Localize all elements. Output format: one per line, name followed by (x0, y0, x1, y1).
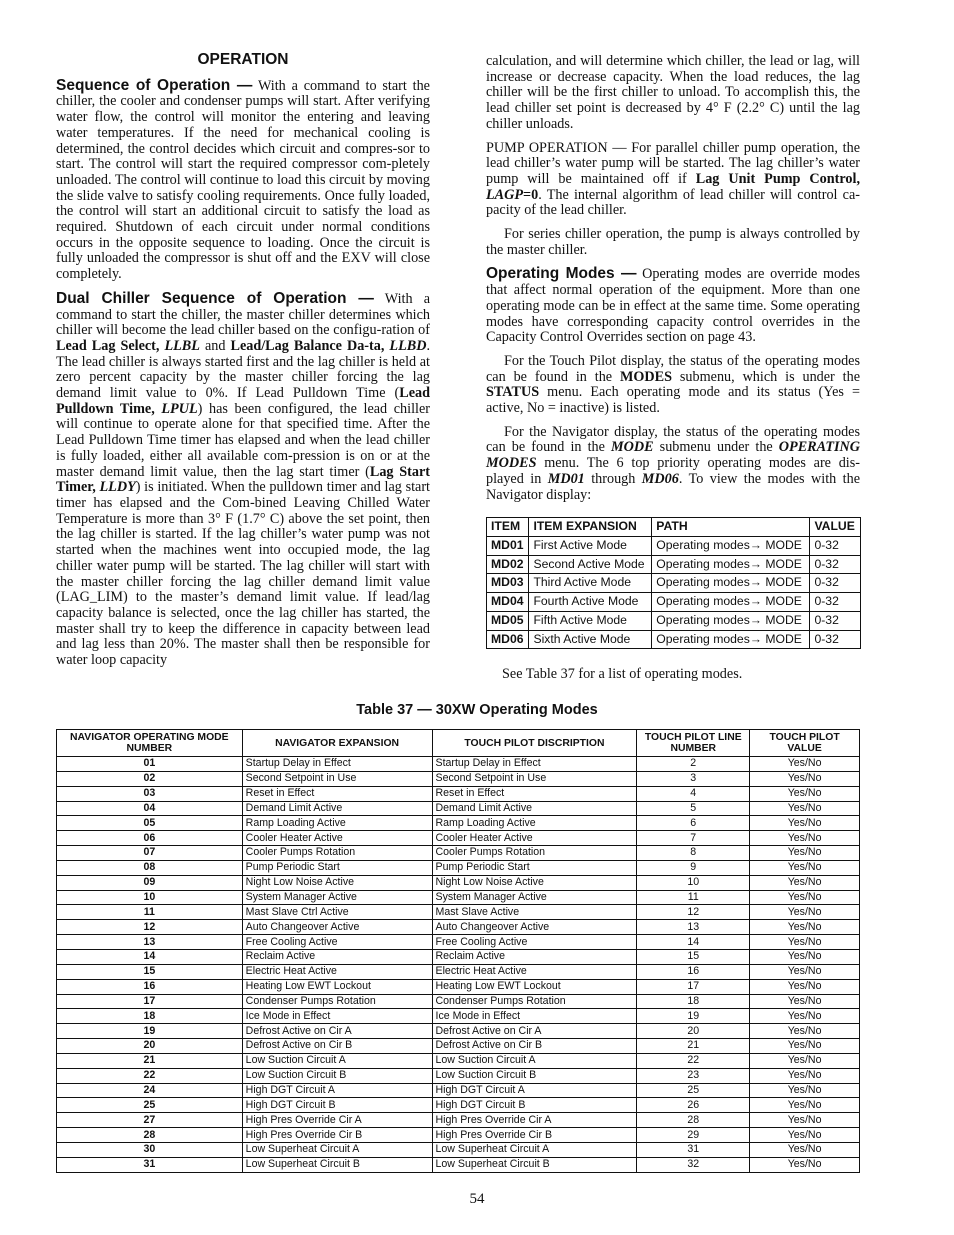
table-row (57, 1083, 860, 1098)
table-cell: Mast Slave Ctrl Active (242, 905, 432, 920)
table-cell: Pump Periodic Start (432, 860, 637, 875)
table-cell: Ramp Loading Active (242, 816, 432, 831)
table-row (57, 1068, 860, 1083)
table-row (57, 846, 860, 861)
table-cell: 20 (637, 1024, 750, 1039)
table-cell: High Pres Override Cir B (432, 1128, 637, 1143)
table-cell: Low Suction Circuit A (242, 1053, 432, 1068)
table-row (57, 860, 860, 875)
table-row (487, 574, 861, 593)
table-cell: 22 (57, 1068, 243, 1083)
table-37 (56, 729, 860, 1173)
table-cell: Low Superheat Circuit A (432, 1142, 637, 1157)
table-cell: MD06 (487, 630, 529, 649)
touch-pilot-paragraph: For the Touch Pilot display, the status of the operating modes can be found in the MODES submenu, which is under the STATUS menu. Each operating mode and its status (Yes = active, No = inactive) is listed. (486, 352, 860, 417)
operating-modes-heading: Operating Modes — (486, 265, 637, 283)
dual-chiller-heading: Dual Chiller Sequence of Operation — (56, 289, 374, 307)
table-cell: Yes/No (750, 875, 860, 890)
table-cell: Yes/No (750, 831, 860, 846)
table-cell: Yes/No (750, 860, 860, 875)
table-cell: Operating modes→ MODE (652, 574, 810, 593)
table-cell: 17 (57, 994, 243, 1009)
continuation-paragraph: calculation, and will determine which chiller, the lead or lag, will increase or decrease capacity. When the load reduces, the lag chiller will be the first chiller to unload. To accomplish this, the lead chiller set point is decreased by 4° F (2.2° C) until the lag chiller unloads. (486, 53, 860, 132)
table-cell: Yes/No (750, 994, 860, 1009)
table-cell: Yes/No (750, 964, 860, 979)
table-row (487, 536, 861, 555)
table-row (57, 801, 860, 816)
table-row (57, 920, 860, 935)
right-column (486, 54, 860, 697)
series-paragraph: For series chiller operation, the pump is always controlled by the master chiller. (486, 226, 860, 258)
table-cell: Defrost Active on Cir B (242, 1039, 432, 1054)
table-row (57, 994, 860, 1009)
table-cell: 04 (57, 801, 243, 816)
table-cell: Yes/No (750, 1039, 860, 1054)
table-cell: 30 (57, 1142, 243, 1157)
table-cell: 16 (57, 979, 243, 994)
table-cell: 3 (637, 771, 750, 786)
table-row (57, 905, 860, 920)
table-cell: Defrost Active on Cir A (432, 1024, 637, 1039)
table-cell: 23 (637, 1068, 750, 1083)
table-cell: 4 (637, 786, 750, 801)
table-cell: 24 (57, 1083, 243, 1098)
table-cell: Heating Low EWT Lockout (432, 979, 637, 994)
table-cell: 8 (637, 846, 750, 861)
table-row (57, 831, 860, 846)
operating-modes-table (486, 517, 861, 649)
table-cell: Demand Limit Active (242, 801, 432, 816)
table-row (57, 757, 860, 772)
table-cell: Cooler Heater Active (432, 831, 637, 846)
table-header-row (57, 730, 860, 757)
table-cell: 0-32 (810, 574, 861, 593)
table-cell: High DGT Circuit B (242, 1098, 432, 1113)
table-row (57, 1098, 860, 1113)
table-cell: 6 (637, 816, 750, 831)
table-cell: Startup Delay in Effect (432, 757, 637, 772)
table-cell: 21 (637, 1039, 750, 1054)
table-cell: MD02 (487, 555, 529, 574)
table-cell: Yes/No (750, 816, 860, 831)
table-cell: 25 (57, 1098, 243, 1113)
table-cell: Yes/No (750, 757, 860, 772)
table-cell: Yes/No (750, 890, 860, 905)
table-cell: 21 (57, 1053, 243, 1068)
table-cell: Yes/No (750, 1098, 860, 1113)
table-cell: Low Superheat Circuit B (432, 1157, 637, 1172)
table-row (487, 593, 861, 612)
table-row (57, 1113, 860, 1128)
table-cell: MD05 (487, 611, 529, 630)
table-header: ITEM (487, 518, 529, 537)
table-header-row (487, 518, 861, 537)
table-cell: Reset in Effect (242, 786, 432, 801)
table-cell: 0-32 (810, 593, 861, 612)
table-cell: 29 (637, 1128, 750, 1143)
table-cell: 13 (57, 935, 243, 950)
table-cell: 14 (637, 935, 750, 950)
table-cell: Startup Delay in Effect (242, 757, 432, 772)
table-cell: Third Active Mode (529, 574, 652, 593)
table-cell: Fourth Active Mode (529, 593, 652, 612)
table-cell: 27 (57, 1113, 243, 1128)
table-cell: 15 (637, 949, 750, 964)
operating-modes-paragraph: Operating Modes — Operating modes are override modes that affect normal operation of the equipment. More than one operating mode can be in effect at the same time. Some operating modes have corresponding capacity control overrides in the Capacity Control Overrides section on page 43. (486, 265, 861, 346)
table-header: VALUE (810, 518, 861, 537)
table-cell: Yes/No (750, 771, 860, 786)
table-cell: Yes/No (750, 935, 860, 950)
table-cell: 26 (637, 1098, 750, 1113)
table-cell: Defrost Active on Cir A (242, 1024, 432, 1039)
table-cell: Low Suction Circuit A (432, 1053, 637, 1068)
table-cell: Sixth Active Mode (529, 630, 652, 649)
table-cell: Low Suction Circuit B (242, 1068, 432, 1083)
table-cell: 13 (637, 920, 750, 935)
table-cell: 03 (57, 786, 243, 801)
table-cell: 22 (637, 1053, 750, 1068)
table-cell: Yes/No (750, 1009, 860, 1024)
table-cell: High Pres Override Cir A (432, 1113, 637, 1128)
table-cell: 12 (57, 920, 243, 935)
table-cell: 11 (57, 905, 243, 920)
table-row (57, 949, 860, 964)
table-cell: 15 (57, 964, 243, 979)
table-row (57, 1128, 860, 1143)
table-cell: 28 (57, 1128, 243, 1143)
table-cell: 19 (57, 1024, 243, 1039)
table-cell: Yes/No (750, 1068, 860, 1083)
table-cell: 0-32 (810, 536, 861, 555)
table-header: NAVIGATOR OPERATING MODE NUMBER (57, 730, 243, 757)
table-cell: Yes/No (750, 1053, 860, 1068)
left-column (56, 52, 430, 677)
table-cell: Reclaim Active (242, 949, 432, 964)
table-cell: MD01 (487, 536, 529, 555)
table-cell: Electric Heat Active (432, 964, 637, 979)
table-cell: Condenser Pumps Rotation (432, 994, 637, 1009)
sequence-heading: Sequence of Operation — (56, 76, 253, 94)
table-row (57, 935, 860, 950)
table-row (57, 875, 860, 890)
table-cell: High Pres Override Cir A (242, 1113, 432, 1128)
table-cell: 31 (57, 1157, 243, 1172)
table-cell: Yes/No (750, 949, 860, 964)
table-cell: Condenser Pumps Rotation (242, 994, 432, 1009)
table-cell: MD03 (487, 574, 529, 593)
table-cell: 05 (57, 816, 243, 831)
table-cell: 9 (637, 860, 750, 875)
table-cell: 7 (637, 831, 750, 846)
table-cell: High DGT Circuit A (432, 1083, 637, 1098)
table-cell: Yes/No (750, 1083, 860, 1098)
table-cell: Fifth Active Mode (529, 611, 652, 630)
table-cell: Yes/No (750, 801, 860, 816)
table-cell: 19 (637, 1009, 750, 1024)
table-cell: MD04 (487, 593, 529, 612)
table-cell: Cooler Pumps Rotation (432, 846, 637, 861)
table-row (487, 630, 861, 649)
table-cell: 07 (57, 846, 243, 861)
table-cell: Free Cooling Active (242, 935, 432, 950)
table-row (57, 964, 860, 979)
table-cell: Auto Changeover Active (432, 920, 637, 935)
table-header: TOUCH PILOT LINE NUMBER (637, 730, 750, 757)
table-cell: Pump Periodic Start (242, 860, 432, 875)
table-cell: 16 (637, 964, 750, 979)
table-cell: 18 (57, 1009, 243, 1024)
table-row (57, 1009, 860, 1024)
table-cell: 5 (637, 801, 750, 816)
table-cell: 01 (57, 757, 243, 772)
table-cell: Yes/No (750, 1024, 860, 1039)
table-row (57, 786, 860, 801)
table-cell: Defrost Active on Cir B (432, 1039, 637, 1054)
table-cell: Operating modes→ MODE (652, 536, 810, 555)
table-cell: Ice Mode in Effect (432, 1009, 637, 1024)
table-cell: Yes/No (750, 846, 860, 861)
table-cell: 20 (57, 1039, 243, 1054)
table-header: NAVIGATOR EXPANSION (242, 730, 432, 757)
table-cell: Yes/No (750, 1113, 860, 1128)
table-cell: Reset in Effect (432, 786, 637, 801)
table-cell: Night Low Noise Active (432, 875, 637, 890)
dual-chiller-paragraph: Dual Chiller Sequence of Operation — With a command to start the chiller, the master chiller determines which chiller will become the lead chiller based on the configu-ration of Lead Lag Select, LLBL and Lead/Lag Balance Da-ta, LLBD. The lead chiller is always started first and the lag chiller is held at zero percent capacity by the master chiller forcing the lag demand limit value to 0%. If Lead Pulldown Time (Lead Pulldown Time, LPUL) has been configured, the lead chiller will continue to operate alone for that specified time. After the Lead Pulldown Time timer has elapsed and when the lead chiller is fully loaded, either all available com-pression is on or at the master demand limit value, then the lag start timer (Lag Start Timer, LLDY) is initiated. When the pulldown timer and lag start timer has elapsed and the Com-bined Leaving Chilled Water Temperature is more than 3° F (1.7° C) above the set point, then the lag chiller is started. If the lag chiller’s water pump was not started when the machines went into occupied mode, the lag chiller water pump will be started. The lag chiller will start with the master chiller forcing the lag chiller demand limit value (LAG_LIM) to the master’s demand limit value. If lead/lag capacity balance is selected, once the lag chiller has started, the master shall try to keep the difference in capacity between lead and lag less than 20%. The master shall then be responsible for water loop capacity (56, 289, 431, 669)
table-cell: 18 (637, 994, 750, 1009)
table-cell: 06 (57, 831, 243, 846)
table-cell: Operating modes→ MODE (652, 630, 810, 649)
page-number: 54 (469, 1191, 485, 1207)
table-header: ITEM EXPANSION (529, 518, 652, 537)
table-row (487, 611, 861, 630)
table-cell: 09 (57, 875, 243, 890)
table-cell: Operating modes→ MODE (652, 611, 810, 630)
table-cell: Yes/No (750, 1157, 860, 1172)
table-row (57, 771, 860, 786)
table-row (57, 979, 860, 994)
table-cell: 0-32 (810, 555, 861, 574)
table-cell: Cooler Heater Active (242, 831, 432, 846)
section-title: OPERATION (197, 51, 289, 68)
table-header: TOUCH PILOT DISCRIPTION (432, 730, 637, 757)
table-cell: Low Superheat Circuit B (242, 1157, 432, 1172)
sequence-paragraph: Sequence of Operation — With a command to start the chiller, the cooler and condenser pumps will start. After verifying water flow, the control will monitor the entering and leaving water temperatures. If the need for mechanical cooling is determined, the control decides which circuit and compres-sor to start. The control will start the required compressor com-pletely unloaded. The control will continue to load this circuit by moving the slide valve to satisfy cooling requirements. Once fully loaded, the control will start an additional circuit to satisfy the load as required. Shutdown of each circuit under normal conditions occurs in the opposite sequence to loading. Once the circuit is fully unloaded the compressor is shut off and the EXV will close completely. (56, 76, 430, 283)
table-row (57, 1053, 860, 1068)
table-cell: 11 (637, 890, 750, 905)
table-cell: Yes/No (750, 1142, 860, 1157)
table-cell: Yes/No (750, 920, 860, 935)
pump-operation-paragraph: PUMP OPERATION — For parallel chiller pump operation, the lead chiller’s water pump will be started. The lag chiller’s water pump will be maintained off if Lag Unit Pump Control, LAGP=0. The internal algorithm of lead chiller will control ca-pacity of the lead chiller. (486, 139, 861, 219)
table-row (57, 1157, 860, 1172)
table-cell: High DGT Circuit A (242, 1083, 432, 1098)
table-cell: 10 (637, 875, 750, 890)
table-cell: 14 (57, 949, 243, 964)
table-cell: Yes/No (750, 979, 860, 994)
table-cell: 02 (57, 771, 243, 786)
table-cell: Yes/No (750, 786, 860, 801)
navigator-paragraph: For the Navigator display, the status of the operating modes can be found in the MODE submenu under the OPERATING MODES menu. The 6 top priority operating modes are dis-played in MD01 through MD06. To view the modes with the Navigator display: (486, 423, 860, 503)
table-row (57, 1024, 860, 1039)
table-cell: 2 (637, 757, 750, 772)
table-cell: High DGT Circuit B (432, 1098, 637, 1113)
table-37-title: Table 37 — 30XW Operating Modes (356, 702, 598, 718)
table-cell: System Manager Active (242, 890, 432, 905)
table-row (57, 890, 860, 905)
table-header: TOUCH PILOT VALUE (750, 730, 860, 757)
table-cell: Mast Slave Active (432, 905, 637, 920)
table-cell: 08 (57, 860, 243, 875)
table-cell: 0-32 (810, 611, 861, 630)
table-cell: 32 (637, 1157, 750, 1172)
table-cell: Electric Heat Active (242, 964, 432, 979)
table-cell: Demand Limit Active (432, 801, 637, 816)
table-cell: Second Setpoint in Use (432, 771, 637, 786)
table-row (57, 816, 860, 831)
table-cell: 17 (637, 979, 750, 994)
table-cell: Operating modes→ MODE (652, 555, 810, 574)
table-cell: Ice Mode in Effect (242, 1009, 432, 1024)
table-cell: High Pres Override Cir B (242, 1128, 432, 1143)
table-cell: Reclaim Active (432, 949, 637, 964)
table-cell: Operating modes→ MODE (652, 593, 810, 612)
table-row (487, 555, 861, 574)
table-cell: Cooler Pumps Rotation (242, 846, 432, 861)
table-cell: Night Low Noise Active (242, 875, 432, 890)
table-cell: 12 (637, 905, 750, 920)
table-cell: System Manager Active (432, 890, 637, 905)
table-cell: 28 (637, 1113, 750, 1128)
table-cell: Second Setpoint in Use (242, 771, 432, 786)
table-cell: 0-32 (810, 630, 861, 649)
table-cell: Yes/No (750, 905, 860, 920)
table-cell: Low Suction Circuit B (432, 1068, 637, 1083)
table-row (57, 1142, 860, 1157)
table-note: See Table 37 for a list of operating modes. (502, 666, 743, 683)
table-cell: Auto Changeover Active (242, 920, 432, 935)
table-cell: First Active Mode (529, 536, 652, 555)
table-cell: Yes/No (750, 1128, 860, 1143)
table-cell: Free Cooling Active (432, 935, 637, 950)
table-header: PATH (652, 518, 810, 537)
table-cell: Second Active Mode (529, 555, 652, 574)
table-cell: 10 (57, 890, 243, 905)
table-cell: Ramp Loading Active (432, 816, 637, 831)
table-cell: 25 (637, 1083, 750, 1098)
table-row (57, 1039, 860, 1054)
table-cell: Heating Low EWT Lockout (242, 979, 432, 994)
table-cell: 31 (637, 1142, 750, 1157)
table-cell: Low Superheat Circuit A (242, 1142, 432, 1157)
